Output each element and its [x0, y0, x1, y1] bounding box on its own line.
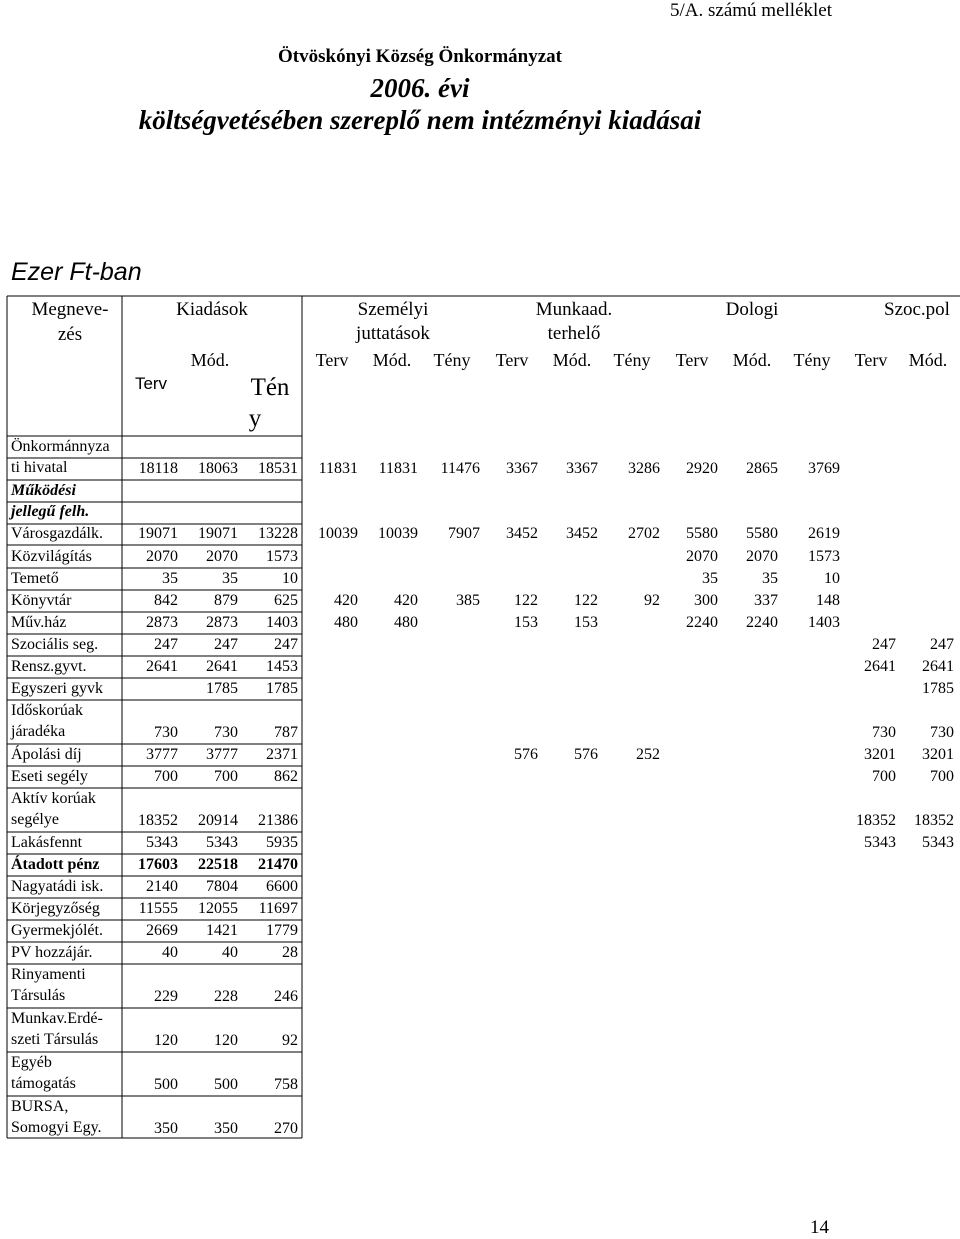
table-cell: 385 — [456, 592, 480, 609]
table-cell: 35 — [222, 570, 238, 587]
row-label: Ápolási díj — [11, 746, 82, 763]
header-name-line2: zés — [57, 324, 83, 345]
table-cell: 35 — [762, 570, 778, 587]
table-cell: 148 — [816, 592, 840, 609]
row-label: Nagyatádi isk. — [11, 878, 104, 895]
table-cell: 3367 — [506, 460, 538, 477]
row-label: Időskorúak — [11, 702, 83, 719]
table-cell: 247 — [930, 636, 954, 653]
table-cell: 576 — [514, 746, 538, 763]
table-cell: 350 — [214, 1120, 238, 1137]
table-cell: 228 — [214, 988, 238, 1005]
header-szoc: Szoc.pol — [884, 299, 950, 320]
table-cell: 420 — [334, 592, 358, 609]
row-label: Szociális seg. — [11, 636, 99, 653]
table-cell: 1403 — [808, 614, 840, 631]
table-cell: 787 — [274, 724, 298, 741]
table-cell: 879 — [214, 592, 238, 609]
table-cell: 2240 — [686, 614, 718, 631]
table-cell: 10 — [824, 570, 840, 587]
subheader-kiadasok-mod: Mód. — [190, 350, 230, 370]
table-cell: 5343 — [864, 834, 896, 851]
table-cell: 1779 — [266, 922, 298, 939]
table-cell: 11697 — [258, 900, 298, 917]
table-cell: 10 — [282, 570, 298, 587]
table-cell: 3452 — [506, 525, 538, 542]
table-cell: 2641 — [864, 658, 896, 675]
row-label: Műv.ház — [11, 614, 67, 631]
row-label: Gyermekjólét. — [11, 922, 103, 939]
table-cell: 700 — [214, 768, 238, 785]
table-cell: 862 — [274, 768, 298, 785]
table-cell: 18352 — [856, 812, 896, 829]
table-cell: 19071 — [198, 525, 238, 542]
table-cell: 730 — [214, 724, 238, 741]
table-cell: 700 — [872, 768, 896, 785]
row-label: Körjegyzőség — [11, 900, 100, 917]
table-cell: 120 — [154, 1032, 178, 1049]
row-label: PV hozzájár. — [11, 944, 93, 961]
table-cell: 20914 — [198, 812, 238, 829]
subheader-szemelyi-terv: Terv — [315, 350, 349, 370]
table-cell: 3201 — [864, 746, 896, 763]
table-cell: 11476 — [440, 460, 480, 477]
table-cell: 1785 — [922, 680, 954, 697]
row-label: Rinyamenti — [11, 966, 86, 983]
table-cell: 2641 — [206, 658, 238, 675]
table-cell: 18352 — [138, 812, 178, 829]
row-label: Lakásfennt — [11, 834, 83, 851]
header-munkaad-line2: terhelő — [547, 323, 601, 344]
table-cell: 700 — [154, 768, 178, 785]
table-cell: 2070 — [206, 548, 238, 565]
table-cell: 2920 — [686, 460, 718, 477]
table-cell: 13228 — [258, 525, 298, 542]
table-cell: 2702 — [628, 525, 660, 542]
row-label: Munkav.Erdé- — [11, 1010, 103, 1027]
table-cell: 17603 — [138, 856, 178, 873]
table-cell: 18531 — [258, 460, 298, 477]
table-cell: 1573 — [808, 548, 840, 565]
table-cell: 1403 — [266, 614, 298, 631]
table-cell: 12055 — [198, 900, 238, 917]
table-cell: 350 — [154, 1120, 178, 1137]
table-cell: 11831 — [318, 460, 358, 477]
row-label: Temető — [11, 570, 59, 587]
title-municipality: Ötvöskónyi Község Önkormányzat — [278, 46, 562, 67]
table-cell: 11831 — [378, 460, 418, 477]
table-cell: 1421 — [206, 922, 238, 939]
row-label: Városgazdálk. — [11, 525, 103, 542]
table-cell: 2641 — [922, 658, 954, 675]
table-cell: 21470 — [258, 856, 298, 873]
unit-label: Ezer Ft-ban — [11, 258, 142, 286]
table-cell: 5343 — [146, 834, 178, 851]
subheader-dologi-terv: Terv — [675, 350, 709, 370]
row-label-continued: ti hivatal — [11, 459, 68, 476]
row-label: Átadott pénz — [11, 856, 100, 873]
table-cell: 480 — [334, 614, 358, 631]
row-label: Könyvtár — [11, 592, 72, 609]
table-cell: 625 — [274, 592, 298, 609]
row-label-continued: támogatás — [11, 1075, 76, 1092]
table-cell: 842 — [154, 592, 178, 609]
row-label: BURSA, — [11, 1098, 69, 1115]
table-cell: 2070 — [146, 548, 178, 565]
title-year: 2006. évi — [370, 73, 470, 103]
table-cell: 35 — [162, 570, 178, 587]
table-cell: 2619 — [808, 525, 840, 542]
table-cell: 18352 — [914, 812, 954, 829]
table-cell: 3777 — [206, 746, 238, 763]
row-label: Önkormánnyza — [11, 438, 110, 455]
table-cell: 21386 — [258, 812, 298, 829]
table-cell: 2641 — [146, 658, 178, 675]
table-cell: 2070 — [686, 548, 718, 565]
row-label: Egyszeri gyvk — [11, 680, 103, 697]
subheader-munkaad-mod: Mód. — [552, 350, 592, 370]
table-cell: 500 — [154, 1076, 178, 1093]
table-cell: 35 — [702, 570, 718, 587]
subheader-szoc-mod: Mód. — [908, 350, 948, 370]
table-cell: 5343 — [206, 834, 238, 851]
table-cell: 5580 — [746, 525, 778, 542]
table-cell: 700 — [930, 768, 954, 785]
row-label: Rensz.gyvt. — [11, 658, 87, 675]
table-cell: 92 — [282, 1032, 298, 1049]
table-cell: 3452 — [566, 525, 598, 542]
table-cell: 2873 — [146, 614, 178, 631]
table-cell: 2240 — [746, 614, 778, 631]
row-label-continued: szeti Társulás — [11, 1031, 99, 1048]
table-cell: 18118 — [138, 460, 178, 477]
table-cell: 337 — [754, 592, 778, 609]
table-cell: 92 — [644, 592, 660, 609]
subheader-szoc-terv: Terv — [854, 350, 888, 370]
table-cell: 22518 — [198, 856, 238, 873]
table-cell: 1785 — [206, 680, 238, 697]
subheader-dologi-teny: Tény — [793, 350, 831, 370]
table-cell: 122 — [514, 592, 538, 609]
row-label-continued: járadéka — [11, 723, 66, 740]
table-cell: 5935 — [266, 834, 298, 851]
subheader-szemelyi-teny: Tény — [433, 350, 471, 370]
table-cell: 270 — [274, 1120, 298, 1137]
table-cell: 10039 — [378, 525, 418, 542]
table-cell: 2669 — [146, 922, 178, 939]
table-cell: 576 — [574, 746, 598, 763]
table-cell: 120 — [214, 1032, 238, 1049]
table-cell: 6600 — [266, 878, 298, 895]
header-munkaad-line1: Munkaad. — [535, 299, 613, 320]
row-label: Eseti segély — [11, 768, 88, 785]
row-label: Működési — [11, 482, 76, 499]
header-szemelyi-line1: Személyi — [357, 299, 429, 320]
table-cell: 28 — [282, 944, 298, 961]
subheader-munkaad-teny: Tény — [613, 350, 651, 370]
table-cell: 247 — [214, 636, 238, 653]
table-cell: 10039 — [318, 525, 358, 542]
row-label-continued: segélye — [11, 811, 59, 828]
table-cell: 19071 — [138, 525, 178, 542]
table-cell: 730 — [872, 724, 896, 741]
table-cell: 1785 — [266, 680, 298, 697]
table-cell: 2140 — [146, 878, 178, 895]
table-cell: 7907 — [448, 525, 480, 542]
table-cell: 1453 — [266, 658, 298, 675]
table-cell: 246 — [274, 988, 298, 1005]
row-label-continued: Társulás — [11, 987, 66, 1004]
table-cell: 300 — [694, 592, 718, 609]
page-number: 14 — [810, 1217, 829, 1238]
table-cell: 3769 — [808, 460, 840, 477]
row-label-continued: Somogyi Egy. — [11, 1119, 102, 1136]
table-cell: 40 — [162, 944, 178, 961]
subheader-szemelyi-mod: Mód. — [372, 350, 412, 370]
table-cell: 247 — [872, 636, 896, 653]
header-szemelyi-line2: juttatások — [356, 323, 430, 344]
table-cell: 2873 — [206, 614, 238, 631]
table-cell: 3201 — [922, 746, 954, 763]
table-cell: 252 — [636, 746, 660, 763]
table-cell: 247 — [154, 636, 178, 653]
subheader-kiadasok-teny-line1: Tén — [250, 374, 290, 401]
table-cell: 420 — [394, 592, 418, 609]
table-cell: 5343 — [922, 834, 954, 851]
table-cell: 247 — [274, 636, 298, 653]
table-cell: 5580 — [686, 525, 718, 542]
row-label-continued: jellegű felh. — [11, 503, 90, 520]
table-cell: 730 — [930, 724, 954, 741]
table-cell: 1573 — [266, 548, 298, 565]
table-cell: 153 — [514, 614, 538, 631]
table-cell: 2371 — [266, 746, 298, 763]
table-cell: 7804 — [206, 878, 238, 895]
table-cell: 3286 — [628, 460, 660, 477]
table-cell: 153 — [574, 614, 598, 631]
subheader-dologi-mod: Mód. — [732, 350, 772, 370]
row-label: Egyéb — [11, 1054, 52, 1071]
table-cell: 229 — [154, 988, 178, 1005]
title-subject: költségvetésében szereplő nem intézményi kiadásai — [138, 105, 702, 135]
table-cell: 758 — [274, 1076, 298, 1093]
header-name-line1: Megneve- — [31, 299, 109, 320]
subheader-kiadasok-teny-line2: y — [248, 405, 262, 432]
table-cell: 11555 — [138, 900, 178, 917]
table-cell: 2865 — [746, 460, 778, 477]
header-kiadasok: Kiadások — [176, 299, 248, 320]
header-dologi: Dologi — [725, 299, 779, 320]
table-cell: 3777 — [146, 746, 178, 763]
annex-label: 5/A. számú melléklet — [670, 0, 832, 21]
table-cell: 480 — [394, 614, 418, 631]
table-cell: 500 — [214, 1076, 238, 1093]
table-cell: 2070 — [746, 548, 778, 565]
row-label: Aktív korúak — [11, 790, 96, 807]
table-cell: 730 — [154, 724, 178, 741]
table-cell: 122 — [574, 592, 598, 609]
subheader-kiadasok-terv: Terv — [134, 374, 168, 393]
table-cell: 18063 — [198, 460, 238, 477]
row-label: Közvilágítás — [11, 548, 92, 565]
subheader-munkaad-terv: Terv — [495, 350, 529, 370]
table-cell: 40 — [222, 944, 238, 961]
table-cell: 3367 — [566, 460, 598, 477]
